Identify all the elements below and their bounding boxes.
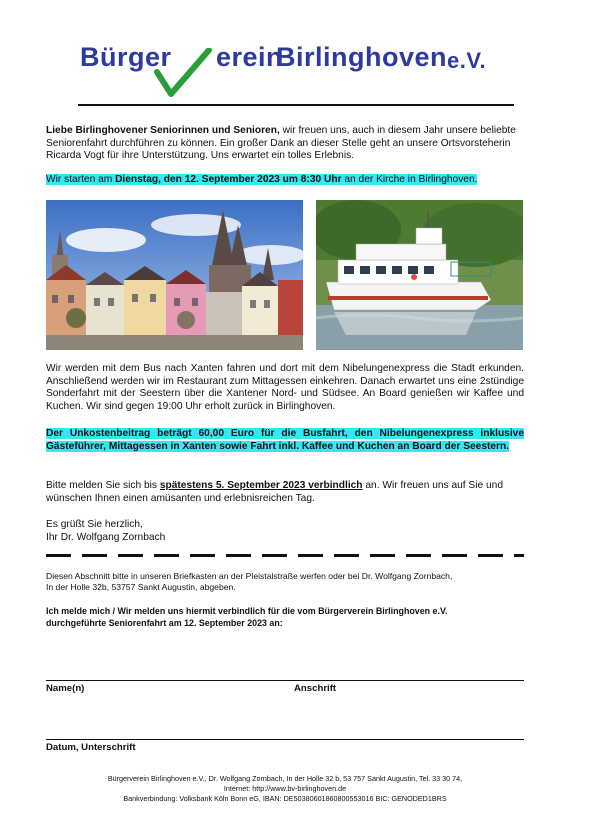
page-footer xyxy=(46,774,524,805)
registration-declaration xyxy=(46,605,524,629)
declaration-line2: durchgeführte Seniorenfahrt am 12. September 2023 an: xyxy=(46,618,283,628)
date-signature-label: Datum, Unterschrift xyxy=(46,742,136,753)
greeting-line: Es grüßt Sie herzlich, xyxy=(46,519,143,530)
nibelungenexpress-boat-photo xyxy=(316,200,523,350)
logo-text-verein: erein xyxy=(216,42,284,72)
footer-bank: Bankverbindung: Volksbank Köln Bonn eG, IBAN: DE50380601860800553016 BIC: GENODED1BRS xyxy=(123,794,447,804)
logo-text-buerger: Bürger xyxy=(80,42,172,72)
declaration-line1: Ich melde mich / Wir melden uns hiermit verbindlich für die vom Bürgerverein Birlinghoven e.V. xyxy=(46,606,448,616)
departure-info xyxy=(46,173,524,186)
departure-post: an der Kirche in Birlinghoven. xyxy=(341,174,478,185)
association-logo xyxy=(80,40,520,98)
return-instructions xyxy=(46,571,524,594)
logo-text-birlinghoven: Birlinghoven xyxy=(276,42,448,72)
program-paragraph: Wir werden mit dem Bus nach Xanten fahren und dort mit dem Nibelungenexpress die Stadt erkunden. Anschließend werden wir im Restaurant zum Mittagessen einkehren. Danach erwartet uns eine 2stündige Sonderfahrt mit der Seestern über die Xantener Nord- und Südsee. An Board genießen wir Kaffee und Kuchen. Wir sind gegen 19:00 Uhr erholt zurück in Birlinghoven. xyxy=(46,363,524,412)
xanten-town-photo xyxy=(46,200,303,350)
return-instructions-line2: In der Holle 32b, 53757 Sankt Augustin, abgeben. xyxy=(46,582,236,593)
departure-date: Dienstag, den 12. September 2023 um 8:30 Uhr xyxy=(115,174,342,185)
intro-text: wir freuen uns, auch in diesem Jahr unsere beliebte Seniorenfahrt durchführen zu können. Ein großer Dank an dieser Stelle geht an unsere Ortsvorsteherin Ricarda Vogt für ihre Unterstützung. Uns erwartet ein tolles Erlebnis. xyxy=(46,125,516,162)
header-divider xyxy=(78,104,514,106)
registration-pre: Bitte melden Sie sich bis xyxy=(46,480,160,491)
cut-line xyxy=(46,554,524,557)
return-instructions-line1: Diesen Abschnitt bitte in unseren Briefkasten an der Pleistalstraße werfen oder bei Dr. Wolfgang Zornbach, xyxy=(46,571,453,581)
closing-greeting xyxy=(46,519,346,544)
registration-paragraph xyxy=(46,480,524,505)
intro-paragraph xyxy=(46,125,524,163)
checkmark-icon xyxy=(153,48,213,98)
date-signature-field-line[interactable] xyxy=(46,739,524,740)
logo-text-ev: e.V. xyxy=(447,48,487,73)
signature-name: Ihr Dr. Wolfgang Zornbach xyxy=(46,531,166,543)
departure-pre: Wir starten am xyxy=(46,174,116,185)
address-label: Anschrift xyxy=(294,683,337,694)
registration-post: an. Wir freuen uns auf Sie und wünschen Ihnen einen amüsanten und erlebnisreichen Tag. xyxy=(46,480,503,504)
footer-address: Bürgerverein Birlinghoven e.V., Dr. Wolfgang Zornbach, In der Holle 32 b, 53 757 Sankt Augustin, Tel. 33 30 74, xyxy=(107,774,463,783)
registration-deadline: spätestens 5. September 2023 verbindlich xyxy=(159,480,363,491)
name-label: Name(n) xyxy=(46,683,85,694)
footer-website: Internet: http://www.bv-birlinghoven.de xyxy=(223,784,347,794)
cost-text: Der Unkostenbeitrag beträgt 60,00 Euro für die Busfahrt, den Nibelungenexpress inklusive Gästeführer, Mittagessen in Xanten sowie Fahrt inkl. Kaffee und Kuchen an Board der Seestern. xyxy=(46,428,524,452)
name-address-field-line[interactable] xyxy=(46,680,524,681)
cost-paragraph xyxy=(46,428,524,453)
salutation: Liebe Birlinghovener Seniorinnen und Senioren, xyxy=(46,125,280,136)
